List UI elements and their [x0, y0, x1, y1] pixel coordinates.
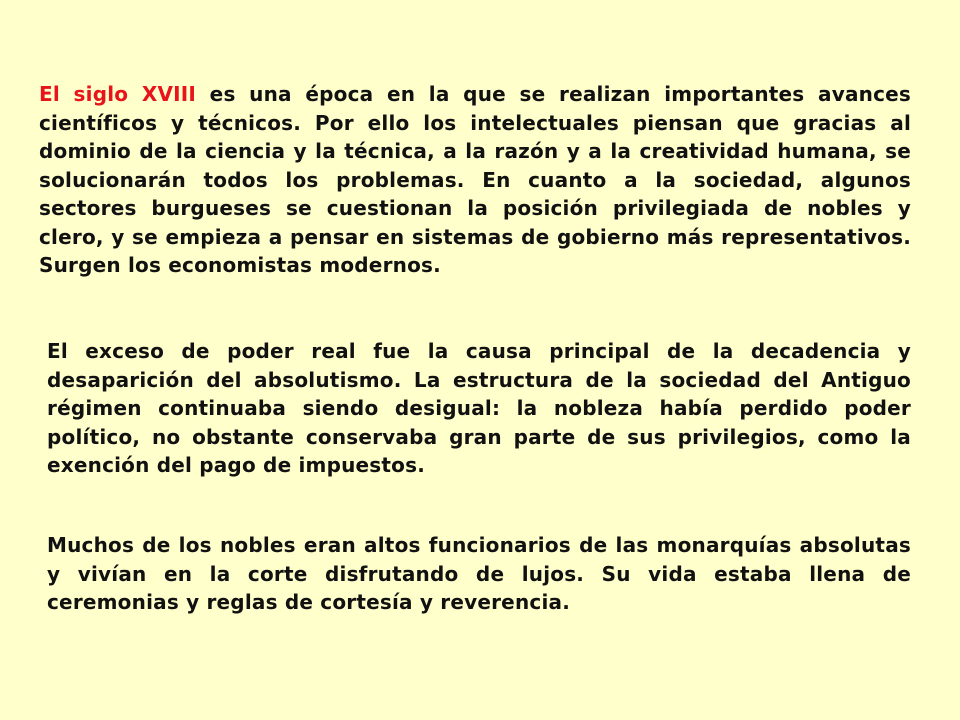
paragraph-nobility: Muchos de los nobles eran altos funcionarios de las monarquías absolutas y vivían en la corte disfrutando de lujos. Su vida estaba llena de ceremonias y reglas de cortesía y reverencia.: [47, 533, 911, 614]
highlight-siglo-xviii: El siglo XVIII: [39, 82, 197, 106]
paragraph-enlightenment: [39, 80, 911, 280]
paragraph-enlightenment-text: es una época en la que se realizan importantes avances científicos y técnicos. Por ello los intelectuales piensan que gracias al dominio de la ciencia y la técnica, a la razón y a la creatividad humana, se solucionarán todos los problemas. En cuanto a la sociedad, algunos sectores burgueses se cuestionan la posición privilegiada de nobles y clero, y se empieza a pensar en sistemas de gobierno más representativos. Surgen los economistas modernos.: [39, 82, 911, 277]
paragraph-absolutism: El exceso de poder real fue la causa principal de la decadencia y desaparición del absolutismo. La estructura de la sociedad del Antiguo régimen continuaba siendo desigual: la nobleza había perdido poder político, no obstante conservaba gran parte de sus privilegios, como la exención del pago de impuestos.: [47, 339, 911, 477]
